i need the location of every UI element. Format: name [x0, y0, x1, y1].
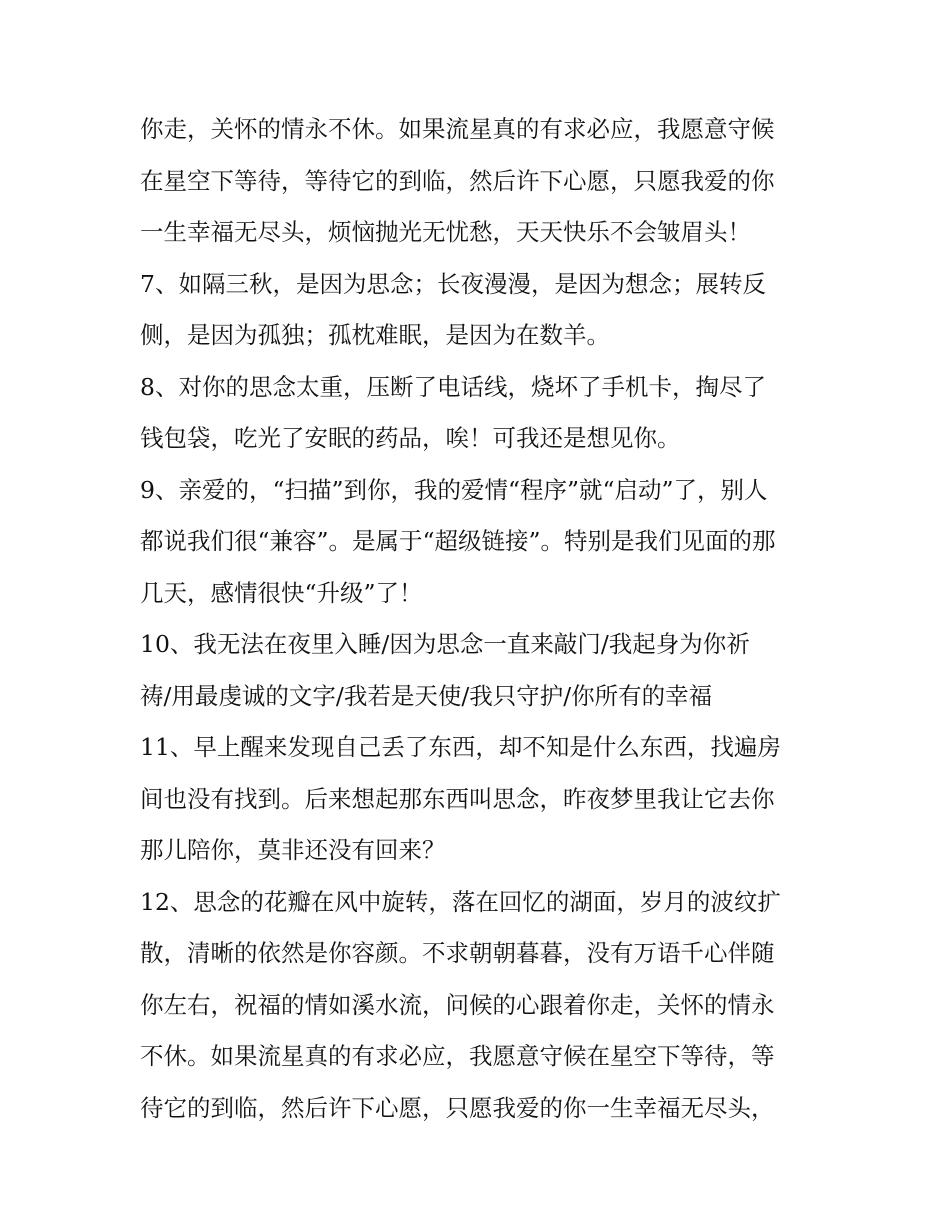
text-line: 你走，关怀的情永不休。如果流星真的有求必应，我愿意守候 [140, 115, 775, 143]
text-line: 11、早上醒来发现自己丢了东西，却不知是什么东西，找遍房 [140, 733, 781, 761]
text-line: 间也没有找到。后来想起那东西叫思念，昨夜梦里我让它去你 [140, 784, 775, 813]
text-line: 侧，是因为孤独；孤枕难眠，是因为在数羊。 [140, 321, 610, 349]
text-line: 几天，感情很快“升级”了！ [140, 578, 423, 607]
text-line: 7、如隔三秋，是因为思念；长夜漫漫，是因为想念；展转反 [140, 269, 766, 298]
text-line: 待它的到临，然后许下心愿，只愿我爱的你一生幸福无尽头， [140, 1093, 775, 1122]
text-line: 8、对你的思念太重，压断了电话线，烧坏了手机卡，掏尽了 [140, 372, 766, 401]
text-line: 10、我无法在夜里入睡/因为思念一直来敲门/我起身为你祈 [140, 630, 750, 658]
text-line: 12、思念的花瓣在风中旋转，落在回忆的湖面，岁月的波纹扩 [140, 887, 781, 916]
text-line: 都说我们很“兼容”。是属于“超级链接”。特别是我们见面的那 [140, 527, 776, 555]
text-line: 那儿陪你，莫非还没有回来？ [140, 836, 446, 864]
text-line: 一生幸福无尽头，烦恼抛光无忧愁，天天快乐不会皱眉头！ [140, 218, 751, 246]
text-line: 9、亲爱的，“扫描”到你，我的爱情“程序”就“启动”了，别人 [140, 475, 768, 504]
text-line: 你左右，祝福的情如溪水流，问候的心跟着你走，关怀的情永 [140, 990, 775, 1019]
text-line: 钱包袋，吃光了安眠的药品，唉！可我还是想见你。 [140, 424, 681, 452]
document-body [140, 104, 820, 1134]
text-line: 不休。如果流星真的有求必应，我愿意守候在星空下等待，等 [140, 1042, 775, 1070]
text-line: 在星空下等待，等待它的到临，然后许下心愿，只愿我爱的你 [140, 166, 775, 195]
text-line: 祷/用最虔诚的文字/我若是天使/我只守护/你所有的幸福 [140, 681, 713, 710]
text-line: 散，清晰的依然是你容颜。不求朝朝暮暮，没有万语千心伴随 [140, 939, 775, 967]
